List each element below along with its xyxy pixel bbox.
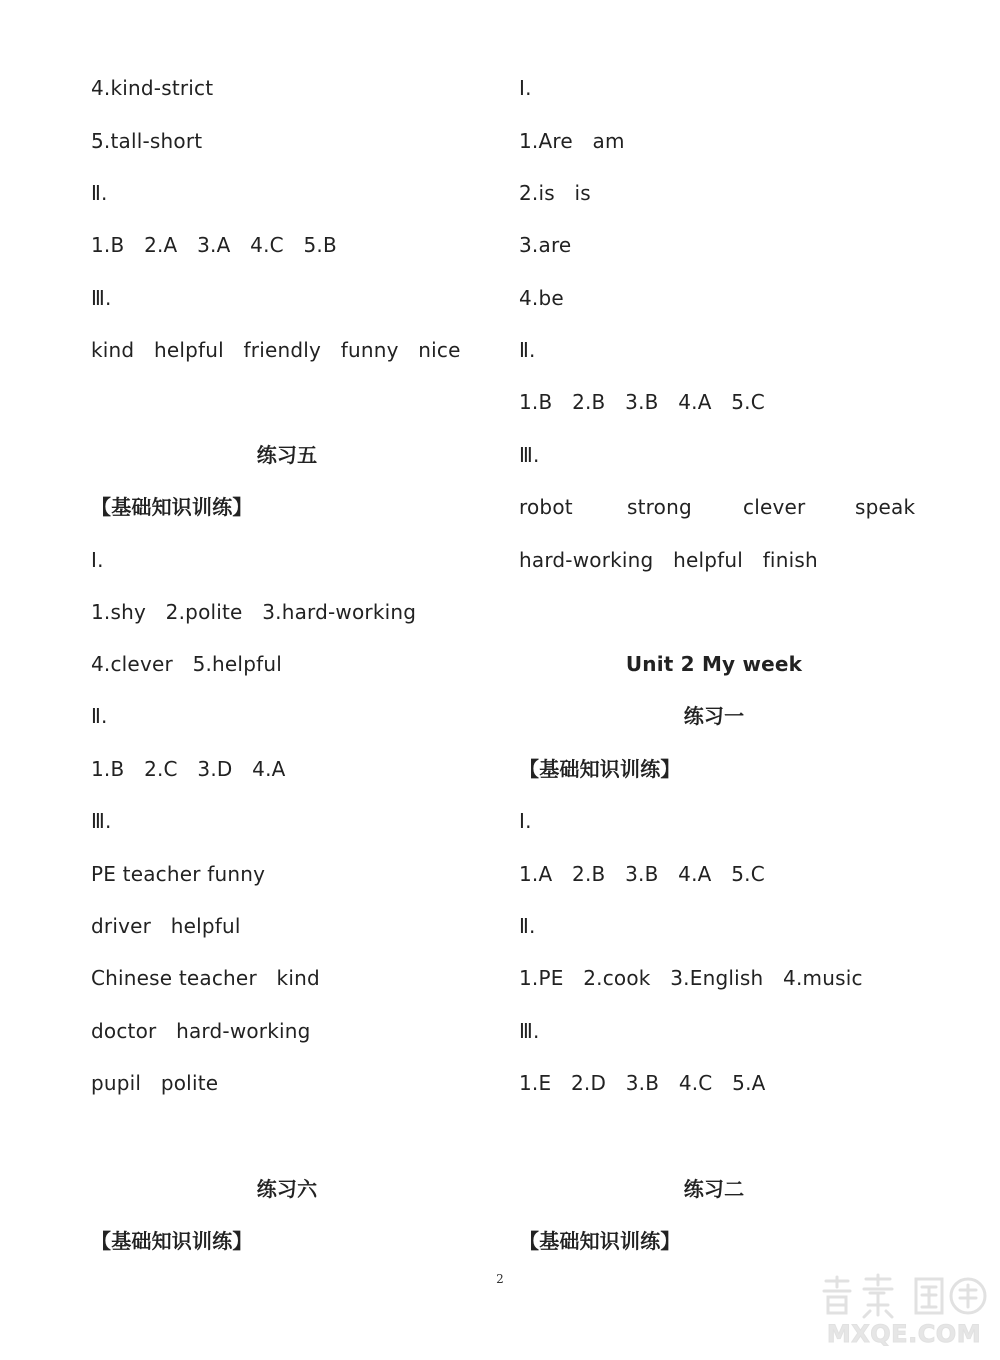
answer-word: speak bbox=[855, 495, 916, 519]
section-title: 练习二 bbox=[683, 1177, 745, 1201]
answer-line: 1.PE 2.cook 3.English 4.music bbox=[519, 966, 863, 990]
answer-line: 4.be bbox=[519, 286, 564, 310]
answer-line: 4.kind-strict bbox=[91, 76, 214, 100]
watermark bbox=[818, 1273, 990, 1351]
answer-line: hard-working helpful finish bbox=[519, 548, 818, 572]
answer-line: 1.A 2.B 3.B 4.A 5.C bbox=[519, 862, 765, 886]
section-title: 练习五 bbox=[256, 443, 318, 467]
answer-line: 3.are bbox=[519, 233, 572, 257]
answer-word: clever bbox=[743, 495, 806, 519]
answer-word: strong bbox=[627, 495, 692, 519]
section-numeral: Ⅰ. bbox=[519, 76, 532, 100]
section-title: 练习一 bbox=[683, 704, 745, 728]
watermark-logo-icon bbox=[818, 1273, 990, 1319]
unit-title: Unit 2 My week bbox=[625, 652, 803, 676]
answer-line: 5.tall-short bbox=[91, 129, 203, 153]
section-subtitle: 【基础知识训练】 bbox=[519, 1229, 681, 1253]
answer-line: 1.B 2.A 3.A 4.C 5.B bbox=[91, 233, 337, 257]
section-subtitle: 【基础知识训练】 bbox=[91, 495, 253, 519]
answer-line: 1.B 2.C 3.D 4.A bbox=[91, 757, 286, 781]
section-numeral: Ⅱ. bbox=[91, 704, 108, 728]
answer-line: Chinese teacher kind bbox=[91, 966, 320, 990]
watermark-url: MXQE.COM bbox=[826, 1320, 982, 1348]
section-title: 练习六 bbox=[256, 1177, 318, 1201]
section-numeral: Ⅰ. bbox=[91, 548, 104, 572]
answer-line: pupil polite bbox=[91, 1071, 219, 1095]
section-numeral: Ⅲ. bbox=[519, 1019, 540, 1043]
answer-line: 4.clever 5.helpful bbox=[91, 652, 282, 676]
page-number: 2 bbox=[496, 1272, 504, 1286]
answer-line: 2.is is bbox=[519, 181, 591, 205]
section-numeral: Ⅱ. bbox=[519, 338, 536, 362]
answer-line: PE teacher funny bbox=[91, 862, 266, 886]
answer-line: 1.B 2.B 3.B 4.A 5.C bbox=[519, 390, 765, 414]
answer-line: driver helpful bbox=[91, 914, 241, 938]
section-numeral: Ⅲ. bbox=[519, 443, 540, 467]
section-subtitle: 【基础知识训练】 bbox=[519, 757, 681, 781]
answer-line: kind helpful friendly funny nice bbox=[91, 338, 461, 362]
answer-line: 1.Are am bbox=[519, 129, 625, 153]
answer-line: doctor hard-working bbox=[91, 1019, 311, 1043]
answer-word: robot bbox=[519, 495, 573, 519]
answer-line: 1.E 2.D 3.B 4.C 5.A bbox=[519, 1071, 766, 1095]
section-numeral: Ⅱ. bbox=[519, 914, 536, 938]
section-numeral: Ⅱ. bbox=[91, 181, 108, 205]
section-numeral: Ⅲ. bbox=[91, 286, 112, 310]
section-numeral: Ⅲ. bbox=[91, 809, 112, 833]
answer-line: 1.shy 2.polite 3.hard-working bbox=[91, 600, 417, 624]
section-subtitle: 【基础知识训练】 bbox=[91, 1229, 253, 1253]
section-numeral: Ⅰ. bbox=[519, 809, 532, 833]
